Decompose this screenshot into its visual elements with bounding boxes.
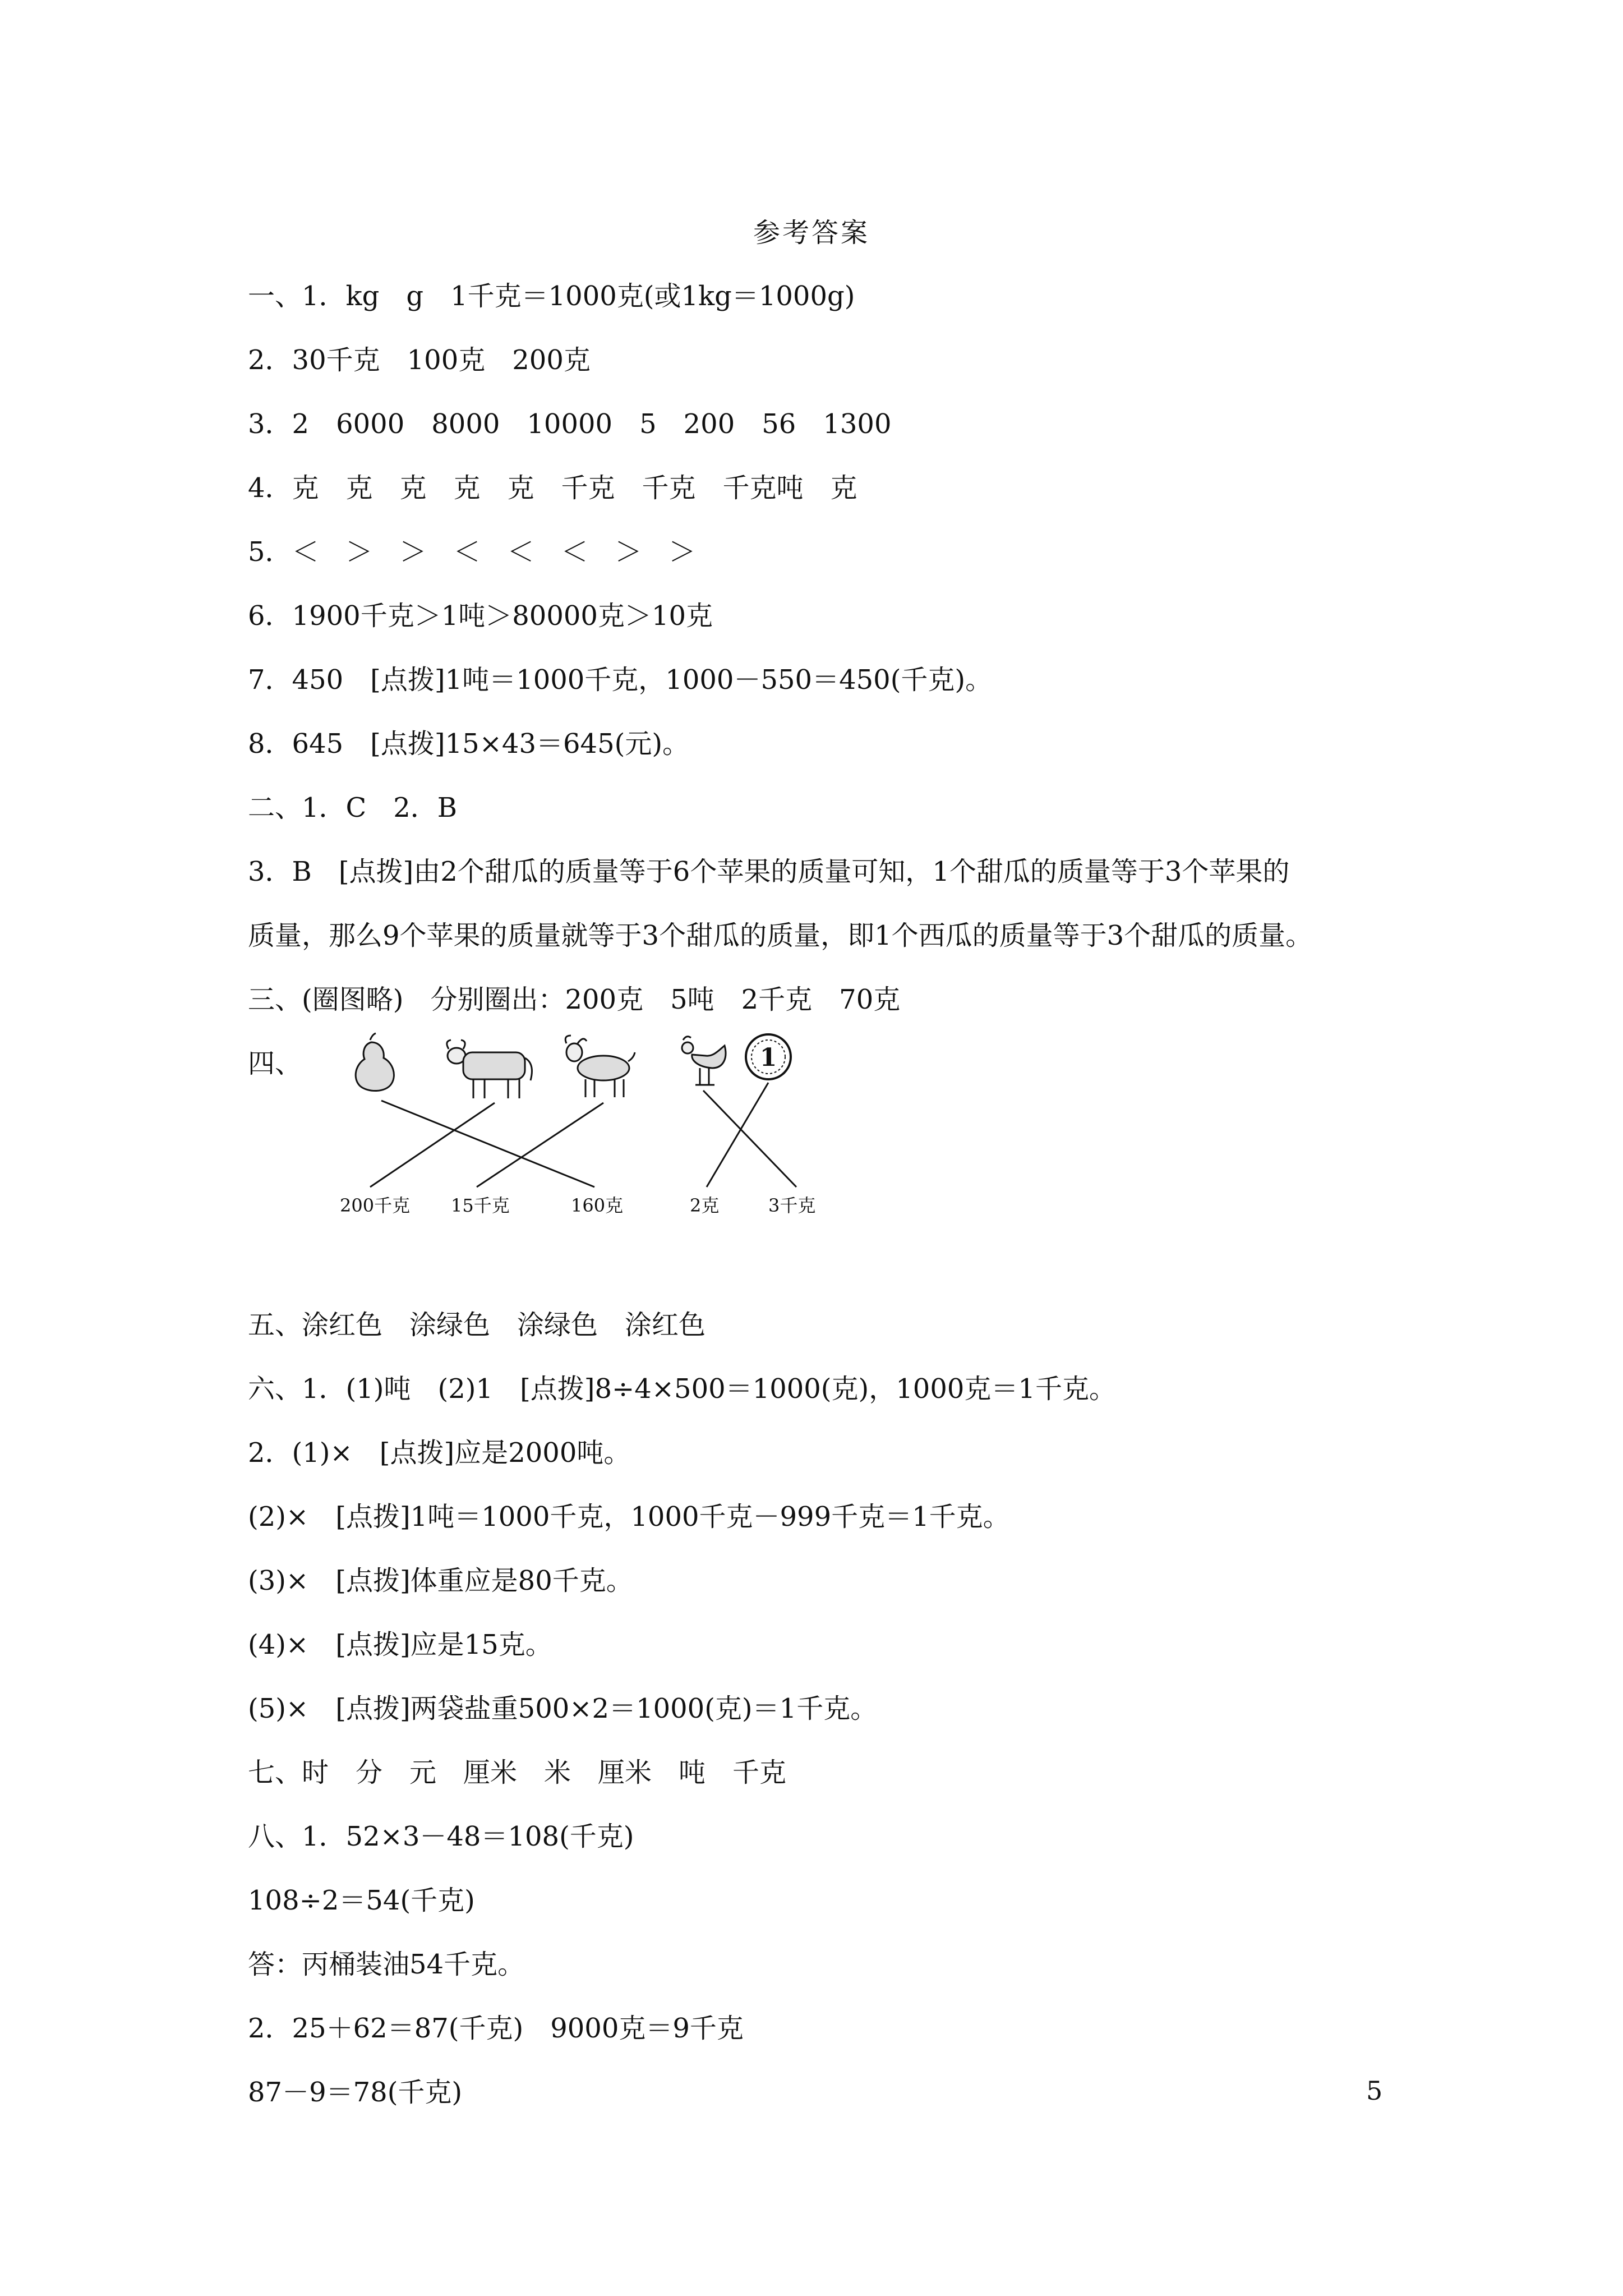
match-label: 2克 <box>690 1195 720 1216</box>
answer-line: 三、(圈图略) 分别圈出：200克 5吨 2千克 70克 <box>248 984 901 1015</box>
match-line <box>381 1101 594 1187</box>
answer-line: 8．645 [点拨]15×43＝645(元)。 <box>248 728 690 760</box>
answer-line: (2)× [点拨]1吨＝1000千克，1000千克－999千克＝1千克。 <box>248 1501 1010 1533</box>
answer-line: 五、涂红色 涂绿色 涂绿色 涂红色 <box>248 1309 706 1341</box>
answer-line: 5．＜ ＞ ＞ ＜ ＜ ＜ ＞ ＞ <box>248 536 696 568</box>
match-line <box>703 1091 796 1187</box>
match-line <box>477 1103 603 1187</box>
rooster-icon <box>682 1037 726 1085</box>
matching-diagram <box>336 1032 841 1223</box>
cow-icon <box>447 1040 532 1098</box>
answer-line: 二、1．C 2．B <box>248 792 458 823</box>
answer-line: 3．2 6000 8000 10000 5 200 56 1300 <box>248 408 892 440</box>
match-label: 3千克 <box>768 1195 816 1216</box>
answer-line: 2．30千克 100克 200克 <box>248 344 591 376</box>
answer-line: 87－9＝78(千克) <box>248 2077 463 2108</box>
match-lines <box>370 1083 796 1187</box>
answer-line: 7．450 [点拨]1吨＝1000千克，1000－550＝450(千克)。 <box>248 664 993 696</box>
answer-line: 6．1900千克＞1吨＞80000克＞10克 <box>248 600 713 632</box>
answer-line: 一、1．kg g 1千克＝1000克(或1kg＝1000g) <box>248 280 855 312</box>
answer-line: 108÷2＝54(千克) <box>248 1885 475 1916</box>
answer-line: 4．克 克 克 克 克 千克 千克 千克吨 克 <box>248 472 857 504</box>
match-label: 200千克 <box>340 1195 411 1216</box>
answer-line: 3．B [点拨]由2个甜瓜的质量等于6个苹果的质量可知，1个甜瓜的质量等于3个苹果的 <box>248 856 1290 887</box>
match-line <box>707 1083 768 1187</box>
match-line <box>370 1103 495 1187</box>
answer-line: 2．(1)× [点拨]应是2000吨。 <box>248 1437 631 1469</box>
answer-line: 八、1．52×3－48＝108(千克) <box>248 1821 634 1852</box>
answer-line: 七、时 分 元 厘米 米 厘米 吨 千克 <box>248 1757 787 1788</box>
answer-line: (4)× [点拨]应是15克。 <box>248 1629 552 1660</box>
page-title: 参考答案 <box>753 217 870 249</box>
answer-line: 质量，那么9个苹果的质量就等于3个甜瓜的质量，即1个西瓜的质量等于3个甜瓜的质量。 <box>248 920 1313 951</box>
coin-icon <box>746 1034 791 1079</box>
answer-line: (3)× [点拨]体重应是80千克。 <box>248 1565 633 1596</box>
pear-icon <box>356 1033 394 1091</box>
page-number: 5 <box>1366 2076 1383 2106</box>
section-four-heading: 四、 <box>248 1048 302 1079</box>
match-label: 15千克 <box>451 1195 510 1216</box>
answer-line: 答：丙桶装油54千克。 <box>248 1949 525 1980</box>
answer-line: (5)× [点拨]两袋盐重500×2＝1000(克)＝1千克。 <box>248 1693 878 1724</box>
answer-line: 六、1．(1)吨 (2)1 [点拨]8÷4×500＝1000(克)，1000克＝1千克。 <box>248 1373 1116 1405</box>
match-label: 160克 <box>571 1195 624 1216</box>
goat-icon <box>565 1036 635 1097</box>
coin-denomination: 1 <box>759 1043 777 1072</box>
answer-line: 2．25＋62＝87(千克) 9000克＝9千克 <box>248 2013 744 2044</box>
